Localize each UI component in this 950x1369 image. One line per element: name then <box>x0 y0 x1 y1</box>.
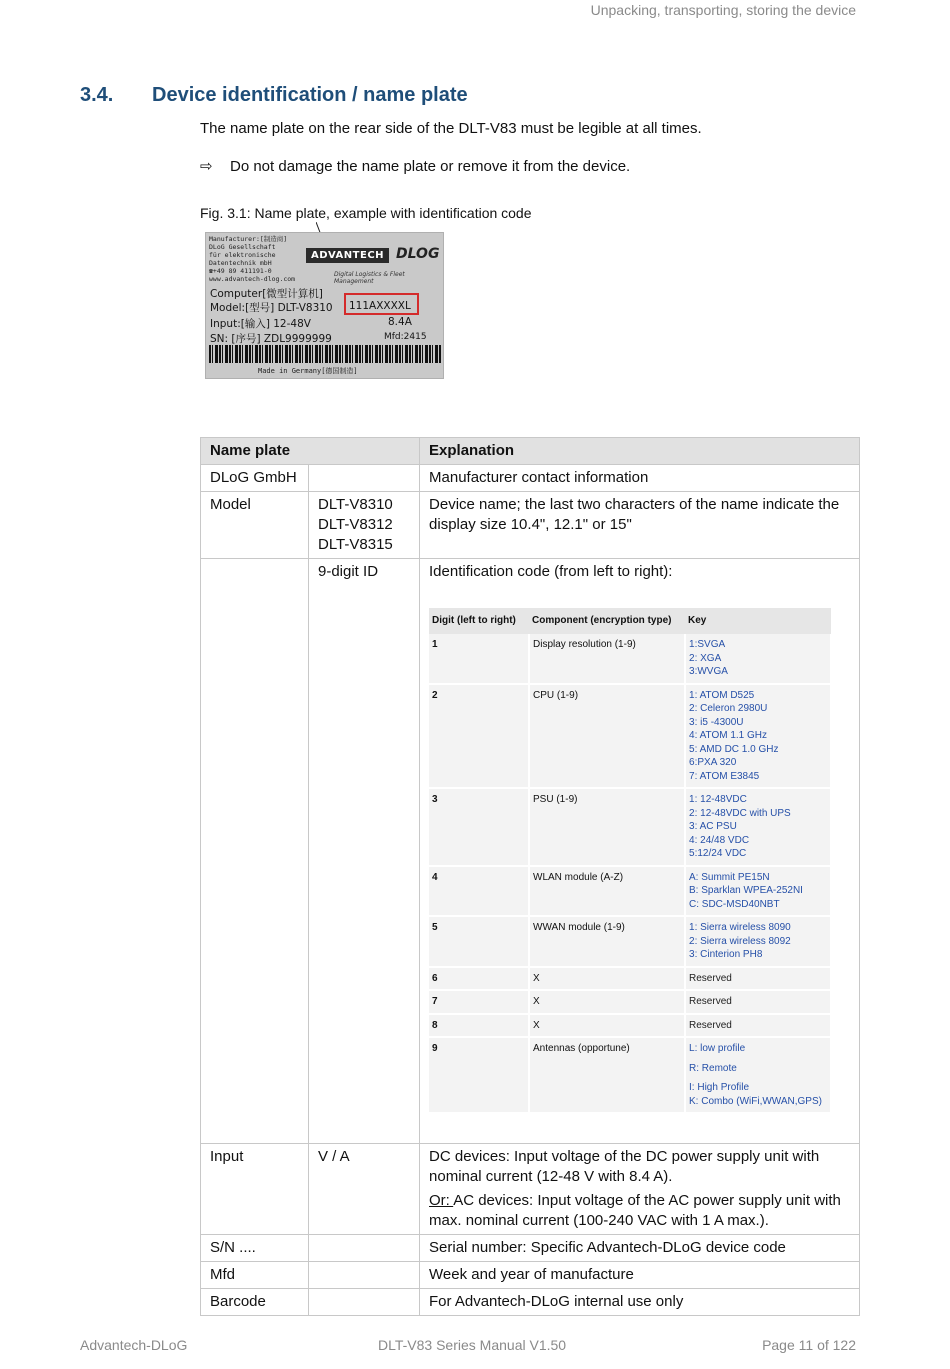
input-dc-text: DC devices: Input voltage of the DC power supply unit with nominal current (12-48 V with 8.4 A). <box>429 1148 820 1185</box>
table-row <box>201 465 860 492</box>
cell-value <box>309 492 420 559</box>
cell-label: DLoG GmbH <box>201 465 309 492</box>
code-keys: Reserved <box>685 967 831 991</box>
cell-explanation: Serial number: Specific Advantech-DLoG device code <box>420 1235 860 1262</box>
bullet-text: Do not damage the name plate or remove it from the device. <box>230 157 631 175</box>
table-row <box>201 1235 860 1262</box>
cell-value <box>309 1235 420 1262</box>
np-tagline: Digital Logistics & Fleet Management <box>334 271 405 285</box>
cell-value <box>309 1262 420 1289</box>
table-row <box>201 559 860 1144</box>
identification-code-table <box>429 608 832 1114</box>
table-header-row <box>201 438 860 465</box>
np-model: Model:[型号] DLT-V8310 <box>210 302 333 314</box>
code-digit: 2 <box>429 684 529 789</box>
footer-page-number: Page 11 of 122 <box>762 1337 856 1353</box>
code-digit: 9 <box>429 1037 529 1113</box>
code-header-row <box>429 608 831 634</box>
advantech-logo: ADVANTECH <box>306 248 389 263</box>
table-row <box>201 1144 860 1235</box>
code-component: WLAN module (A-Z) <box>529 866 685 917</box>
code-header-component: Component (encryption type) <box>529 608 685 634</box>
code-row <box>429 1037 831 1113</box>
model-variant: DLT-V8312 <box>318 516 393 533</box>
cell-explanation: Week and year of manufacture <box>420 1262 860 1289</box>
cell-label <box>201 559 309 1144</box>
barcode <box>209 345 441 363</box>
np-input: Input:[输入] 12-48V <box>210 318 311 330</box>
code-keys: Reserved <box>685 990 831 1014</box>
model-variant: DLT-V8310 <box>318 496 393 513</box>
code-row <box>429 1014 831 1038</box>
instruction-bullet <box>200 157 630 175</box>
code-keys: 1: 12-48VDC 2: 12-48VDC with UPS 3: AC PSU 4: 24/48 VDC 5:12/24 VDC <box>685 788 831 866</box>
cell-label: Barcode <box>201 1289 309 1316</box>
figure-caption: Fig. 3.1: Name plate, example with identification code <box>200 205 532 221</box>
code-keys: 1: ATOM D525 2: Celeron 2980U 3: i5 -4300U 4: ATOM 1.1 GHz 5: AMD DC 1.0 GHz 6:PXA 320 7: ATOM E3845 <box>685 684 831 789</box>
cell-label: S/N .... <box>201 1235 309 1262</box>
code-digit: 5 <box>429 916 529 967</box>
np-input-current: 8.4A <box>388 316 412 328</box>
code-row <box>429 916 831 967</box>
cell-explanation: Device name; the last two characters of the name indicate the display size 10.4", 12.1" or 15" <box>420 492 860 559</box>
code-digit: 6 <box>429 967 529 991</box>
cell-explanation: Manufacturer contact information <box>420 465 860 492</box>
code-row <box>429 684 831 789</box>
code-component: X <box>529 967 685 991</box>
code-component: CPU (1-9) <box>529 684 685 789</box>
cell-explanation <box>420 559 860 1144</box>
code-row <box>429 634 831 684</box>
table-row <box>201 1289 860 1316</box>
np-model-code: 111AXXXXL <box>349 300 411 312</box>
code-keys: 1: Sierra wireless 8090 2: Sierra wireless 8092 3: Cinterion PH8 <box>685 916 831 967</box>
footer-company: Advantech-DLoG <box>80 1337 188 1353</box>
running-header: Unpacking, transporting, storing the device <box>590 2 856 18</box>
code-keys: Reserved <box>685 1014 831 1038</box>
or-prefix: Or: <box>429 1192 454 1209</box>
dlog-logo: DLOG <box>396 246 440 262</box>
model-variant: DLT-V8315 <box>318 536 393 553</box>
section-number: 3.4. <box>80 84 114 106</box>
code-digit: 8 <box>429 1014 529 1038</box>
code-keys: L: low profile R: Remote I: High Profile K: Combo (WiFi,WWAN,GPS) <box>685 1037 831 1113</box>
code-digit: 3 <box>429 788 529 866</box>
id-code-highlight <box>344 293 419 315</box>
code-component: WWAN module (1-9) <box>529 916 685 967</box>
footer-manual-title: DLT-V83 Series Manual V1.50 <box>378 1337 567 1353</box>
np-made-in: Made in Germany[德国制造] <box>258 367 358 375</box>
code-header-digit: Digit (left to right) <box>429 608 529 634</box>
cell-explanation: For Advantech-DLoG internal use only <box>420 1289 860 1316</box>
code-row <box>429 967 831 991</box>
cell-value <box>309 465 420 492</box>
code-keys: 1:SVGA 2: XGA 3:WVGA <box>685 634 831 684</box>
input-ac-text: AC devices: Input voltage of the AC power supply unit with max. nominal current (100-240 VAC with 1 A max.). <box>429 1192 841 1229</box>
cell-value <box>309 1289 420 1316</box>
input-ac-paragraph <box>429 1191 850 1231</box>
code-row <box>429 866 831 917</box>
header-explanation: Explanation <box>420 438 860 465</box>
cell-label: Mfd <box>201 1262 309 1289</box>
table-row <box>201 1262 860 1289</box>
np-mfd: Mfd:2415 <box>384 332 427 342</box>
code-digit: 4 <box>429 866 529 917</box>
intro-paragraph: The name plate on the rear side of the DLT-V83 must be legible at all times. <box>200 120 702 137</box>
code-component: Antennas (opportune) <box>529 1037 685 1113</box>
code-keys: A: Summit PE15N B: Sparklan WPEA-252NI C: SDC-MSD40NBT <box>685 866 831 917</box>
np-sn: SN: [序号] ZDL9999999 <box>210 333 332 345</box>
cell-label: Input <box>201 1144 309 1235</box>
code-row <box>429 990 831 1014</box>
name-plate-table <box>200 437 860 1316</box>
section-title: Device identification / name plate <box>152 84 468 106</box>
cell-value: 9-digit ID <box>309 559 420 1144</box>
code-digit: 1 <box>429 634 529 684</box>
cell-value: V / A <box>309 1144 420 1235</box>
code-component: Display resolution (1-9) <box>529 634 685 684</box>
code-row <box>429 788 831 866</box>
code-component: X <box>529 1014 685 1038</box>
code-header-key: Key <box>685 608 831 634</box>
code-component: PSU (1-9) <box>529 788 685 866</box>
id-description: Identification code (from left to right): <box>429 563 673 580</box>
header-name-plate: Name plate <box>201 438 420 465</box>
np-computer: Computer[微型计算机] <box>210 288 323 300</box>
np-manufacturer: Manufacturer:[制造商] DLoG Gesellschaft für elektronische Datentechnik mbH ☎+49 89 411191-0 www.advantech-dlog.com <box>209 235 296 283</box>
cell-label: Model <box>201 492 309 559</box>
code-component: X <box>529 990 685 1014</box>
code-digit: 7 <box>429 990 529 1014</box>
name-plate-image <box>205 232 444 379</box>
cell-explanation <box>420 1144 860 1235</box>
arrow-right-icon: ⇨ <box>200 158 213 175</box>
table-row <box>201 492 860 559</box>
